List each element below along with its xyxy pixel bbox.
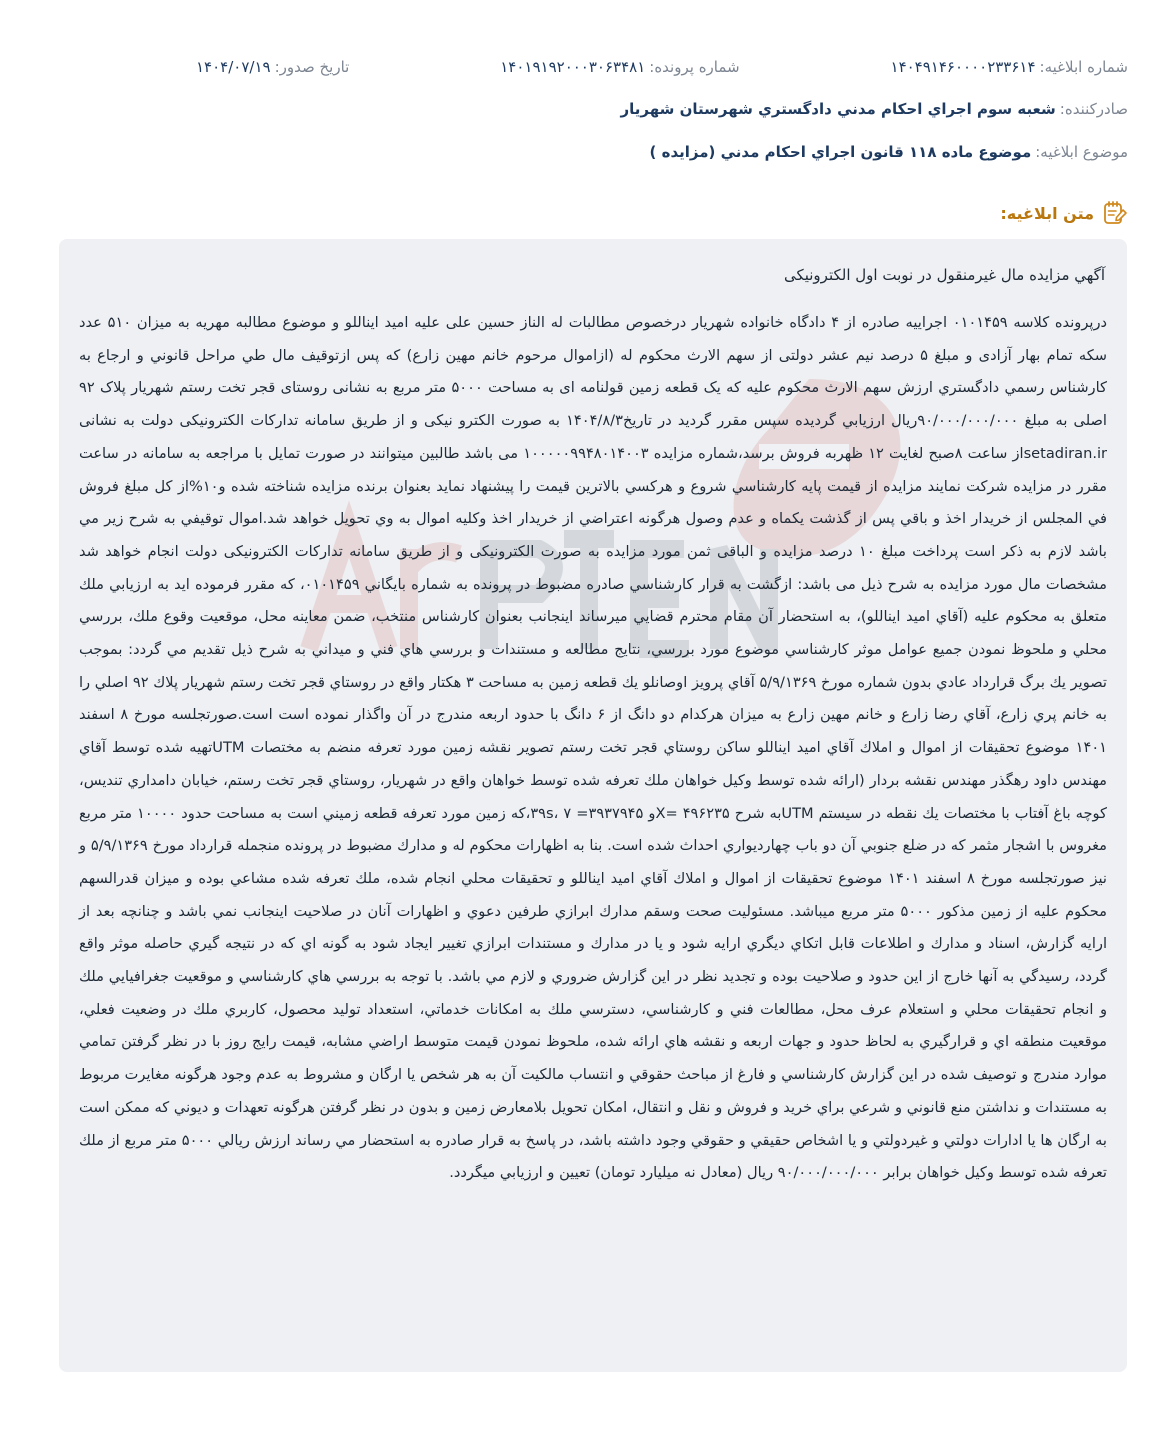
issue-date-label: تاريخ صدور: xyxy=(274,58,350,76)
notepad-icon xyxy=(1102,200,1128,226)
issuer xyxy=(621,100,1129,118)
notice-heading: آگهي مزايده مال غيرمنقول در نوبت اول الكترونيكی xyxy=(783,266,1105,284)
subject-label: موضوع ابلاغيه: xyxy=(1035,143,1128,161)
meta-row-numbers xyxy=(46,58,1128,76)
subject-value: موضوع ماده ۱۱۸ قانون اجراي احكام مدني (مزايده ) xyxy=(649,143,1032,161)
notice-body: درپرونده كلاسه ۰۱۰۱۴۵۹ اجرایيه صادره از ۴ دادگاه خانواده شهريار درخصوص مطالبات له الناز حسين علی عليه اميد ايناللو و موضوع مطالبه مهريه به ميزان ۵۱۰ عدد سكه تمام بهار آزادی و مبلغ ۵ درصد نيم عشر دولتی از سهم الارث محكوم له (ازاموال مرحوم خانم مهين زارع) كه پس ازتوقيف مال طي مراحل قانوني و ارجاع به كارشناس رسمي دادگستري ارزش سهم الارث محكوم عليه كه يک قطعه زمين قولنامه ای به مساحت ۵۰۰۰ متر مربع به نشانی روستای قجر تخت رستم شهريار پلاک ۹۲ اصلی به مبلغ ۹۰/۰۰۰/۰۰۰/۰۰۰ريال ارزيابي گرديده سپس مقرر گرديد در تاريخ۱۴۰۴/۸/۳ به صورت الكترو نيكی و از طريق سامانه تداركات الكترونيكی دولت به نشانی setadiran.irاز ساعت ۸صبح لغايت ۱۲ ظهربه فروش برسد،شماره مزايده ۱۰۰۰۰۰۹۹۴۸۰۱۴۰۰۳ می باشد طالبين ميتوانند در صورت تمايل با مراجعه به سامانه در ساعت مقرر در مزايده شركت نمايند مزايده از قيمت پايه كارشناسي شروع و هركسي بالاترين قيمت را پيشنهاد نمايد بعنوان برنده مزايده شناخته شده و۱۰%از كل مبلغ فروش في المجلس از خريدار اخذ و باقي پس از گذشت يكماه و عدم وصول هرگونه اعتراضي از خريدار اخذ وكليه اموال به وي تحويل خواهد شد.اموال توقيفي به شرح زير مي باشد لازم به ذكر است پرداخت مبلغ ۱۰ درصد مزايده و الباقی ثمن مورد مزايده به صورت الكترونيكی و از طريق سامانه تداركات الكترونيكی دولت انجام خواهد شد مشخصات مال مورد مزايده به شرح ذيل می باشد: ازگشت به قرار كارشناسي صادره مضبوط در پرونده به شماره بايگاني ۰۱۰۱۴۵۹، كه مقرر فرموده ايد به ارزيابي ملك متعلق به محكوم عليه (آقاي اميد ايناللو)، به استحضار آن مقام محترم قضايي ميرساند اينجانب بعنوان كارشناس منتخب، ضمن معاينه محل، موقعيت وقوع ملك، بررسي محلي و ملحوظ نمودن جميع عوامل موثر كارشناسي موضوع مورد بررسي، نتايج مطالعه و مستندات و بررسي هاي فني و ميداني به شرح ذيل تقديم مي گردد: بموجب تصوير يك برگ قرارداد عادي بدون شماره مورخ ۵/۹/۱۳۶۹ آقاي پرويز اوصانلو يك قطعه زمين به مساحت ۳ هكتار واقع در روستاي قجر تخت رستم شهريار پلاك ۹۲ اصلي را به خانم پري زارع، آقاي رضا زارع و خانم مهين زارع به ميزان هركدام دو دانگ از ۶ دانگ با حدود اربعه مندرج در آن واگذار نموده است است.صورتجلسه مورخ ۸ اسفند ۱۴۰۱ موضوع تحقيقات از اموال و املاك آقاي اميد ايناللو ساكن روستاي قجر تخت رستم تصوير نقشه زمين مورد تعرفه منضم به مختصات UTMتهيه شده توسط آقاي مهندس داود رهگذر مهندس نقشه بردار (ارائه شده توسط وكيل خواهان ملك تعرفه شده توسط خواهان واقع در شهريار، روستاي قجر تخت رستم، خيابان دامداري تنديس، كوچه باغ آفتاب با مختصات يك نقطه در سيستم UTMبه شرح ۴۹۶۲۳۵ =Xو ۳۹۳۷۹۴۵= ۳۹s، ۷،كه زمين مورد تعرفه قطعه زميني است به مساحت حدود ۱۰۰۰۰ متر مربع مغروس با اشجار مثمر كه در ضلع جنوبي آن دو باب چهارديواري احداث شده است. بنا به اظهارات محكوم له و مدارك مضبوط در پرونده منجمله قرارداد مورخ ۵/۹/۱۳۶۹ و نيز صورتجلسه مورخ ۸ اسفند ۱۴۰۱ موضوع تحقيقات از اموال و املاك آقاي اميد ايناللو و تحقيقات محلي انجام شده، ملك تعرفه شده مشاعي بوده و ميزان قدرالسهم محكوم عليه از زمين مذكور ۵۰۰۰ متر مربع ميباشد. مسئوليت صحت وسقم مدارك ابرازي طرفين دعوي و اظهارات آنان در صلاحيت اينجانب نمي باشد و چنانچه بعد از ارايه گزارش، اسناد و مدارك و اطلاعات قابل اتكاي ديگري ارايه شود و يا در مدارك و مستندات ابرازي تغيير ايجاد شود به گونه اي كه در نتيجه گيري حاصله موثر واقع گردد، رسيدگي به آنها خارج از اين حدود و صلاحيت بوده و تجديد نظر در اين گزارش ضروري و لازم مي باشد. با توجه به بررسي هاي كارشناسي و موقعيت جغرافيايي ملك و انجام تحقيقات محلي و استعلام عرف محل، مطالعات فني و كارشناسي، دسترسي ملك به امكانات خدماتي، استعداد توليد محصول، كاربري ملك در وضعيت فعلي، موقعيت منطقه اي و قرارگيري به لحاظ حدود و جهات اربعه و نقشه هاي ارائه شده، ملحوظ نمودن قيمت متوسط اراضي مشابه، قيمت رايج روز با در نظر گرفتن تمامي موارد مندرج و توصيف شده در اين گزارش كارشناسي و فارغ از مباحث حقوقي و انتساب مالكيت آن به هر شخص يا ارگان و مشروط به عدم وجود هرگونه مغايرت مربوط به مستندات و نداشتن منع قانوني و شرعي براي خريد و فروش و نقل و انتقال، امكان تحويل بلامعارض زمين و بدون در نظر گرفتن هرگونه تعهدات و ديوني كه ممكن است به ارگان ها يا ادارات دولتي و غيردولتي و يا اشخاص حقيقي و حقوقي وجود داشته باشد، در پاسخ به قرار صادره به استحضار مي رساند ارزش ريالي ۵۰۰۰ متر مربع از ملك تعرفه شده توسط وكيل خواهان برابر ۹۰/۰۰۰/۰۰۰/۰۰۰ ريال (معادل نه ميليارد تومان) تعيين و ارزيابي ميگردد. xyxy=(79,314,1108,1182)
issuer-value: شعبه سوم اجراي احكام مدني دادگستري شهرستان شهريار xyxy=(620,100,1056,118)
notice-content-box xyxy=(59,239,1127,1372)
notice-number-label: شماره ابلاغيه: xyxy=(1039,58,1128,76)
subject xyxy=(650,143,1128,161)
issue-date-value: ۱۴۰۴/۰۷/۱۹ xyxy=(196,58,271,76)
notice-text-header xyxy=(1000,200,1128,226)
meta-row-issuer xyxy=(46,100,1128,118)
notice-number xyxy=(891,58,1128,76)
case-number-value: ۱۴۰۱۹۱۹۲۰۰۰۳۰۶۳۴۸۱ xyxy=(500,58,646,76)
notice-number-value: ۱۴۰۴۹۱۴۶۰۰۰۰۲۳۳۶۱۴ xyxy=(890,58,1036,76)
issue-date xyxy=(196,58,349,76)
case-number-label: شماره پرونده: xyxy=(649,58,740,76)
meta-row-subject xyxy=(46,143,1128,161)
case-number xyxy=(500,58,739,76)
notice-text-title: متن ابلاغيه: xyxy=(1000,203,1094,223)
issuer-label: صادرکننده: xyxy=(1059,100,1128,118)
